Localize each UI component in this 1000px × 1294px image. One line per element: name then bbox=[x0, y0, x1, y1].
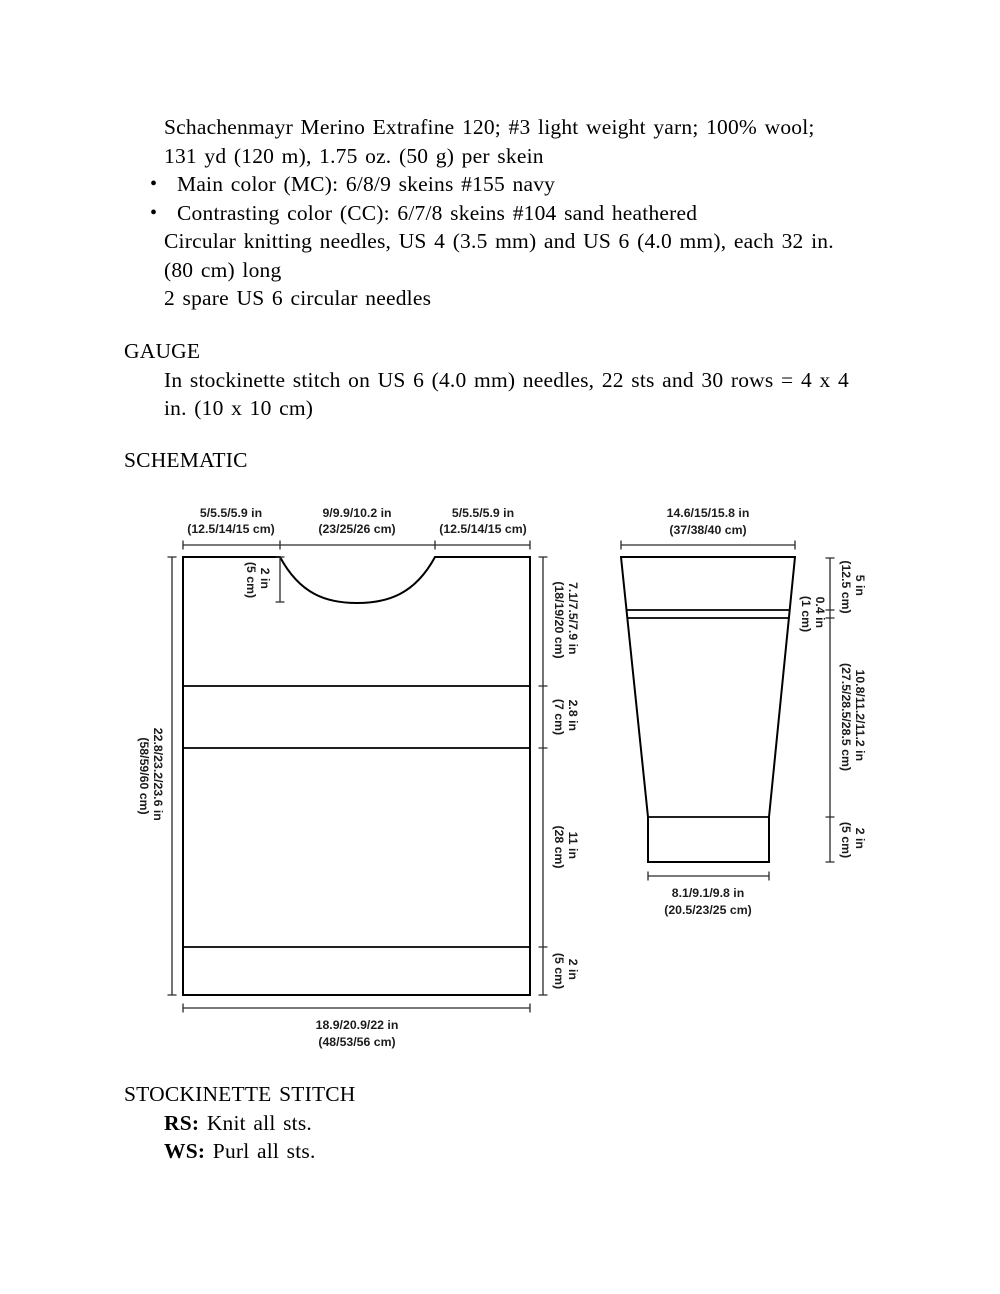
bottom-width-label-in: 18.9/20.9/22 in bbox=[315, 1018, 399, 1032]
body-bottom-dim-line bbox=[183, 1004, 530, 1013]
needles-line-1: Circular knitting needles, US 4 (3.5 mm) and US 6 (4.0 mm), each 32 in. bbox=[164, 229, 834, 253]
yarn-line-1: Schachenmayr Merino Extrafine 120; #3 light weight yarn; 100% wool; bbox=[164, 115, 815, 139]
rs-text: Knit all sts. bbox=[206, 1111, 312, 1135]
sleeve-band-label: 0.4 in (1 cm) bbox=[799, 595, 827, 633]
sleeve-cuff-depth-label: 2 in (5 cm) bbox=[839, 821, 867, 859]
sleeve-cap-label: 5 in (12.5 cm) bbox=[839, 560, 867, 614]
yoke-depth-label: 7.1/7.5/7.9 in (18/19/20 cm) bbox=[552, 581, 580, 659]
ws-label: WS: bbox=[164, 1139, 206, 1163]
bullet-icon: • bbox=[150, 202, 158, 224]
bullet-icon: • bbox=[150, 173, 158, 195]
gauge-heading: GAUGE bbox=[124, 339, 201, 363]
sleeve-cuff-width-label-in: 8.1/9.1/9.8 in bbox=[671, 886, 745, 900]
shoulder-left-label-in: 5/5.5/5.9 in bbox=[199, 506, 263, 520]
rs-label: RS: bbox=[164, 1111, 200, 1135]
sleeve-length-label: 10.8/11.2/11.2 in (27.5/28.5/28.5 cm) bbox=[839, 662, 867, 772]
gauge-line-1: In stockinette stitch on US 6 (4.0 mm) needles, 22 sts and 30 rows = 4 x 4 bbox=[164, 368, 849, 392]
total-height-label: 22.8/23.2/23.6 in (58/59/60 cm) bbox=[137, 727, 165, 821]
shoulder-right-label-cm: (12.5/14/15 cm) bbox=[439, 522, 527, 536]
sleeve-top-dim-line bbox=[621, 541, 795, 550]
yarn-line-2: 131 yd (120 m), 1.75 oz. (50 g) per skein bbox=[164, 144, 544, 168]
sleeve-cuff-width-label-cm: (20.5/23/25 cm) bbox=[664, 903, 752, 917]
gauge-line-2: in. (10 x 10 cm) bbox=[164, 396, 314, 420]
ws-line bbox=[164, 1138, 316, 1165]
sleeve-top-width-label-cm: (37/38/40 cm) bbox=[669, 523, 747, 537]
neck-depth-label: 2 in (5 cm) bbox=[244, 561, 272, 599]
bottom-width-label-cm: (48/53/56 cm) bbox=[318, 1035, 396, 1049]
main-color-line: Main color (MC): 6/8/9 skeins #155 navy bbox=[177, 172, 556, 196]
body-top-dim-line bbox=[183, 541, 530, 550]
sleeve-top-width-label-in: 14.6/15/15.8 in bbox=[666, 506, 750, 520]
neck-width-label-in: 9/9.9/10.2 in bbox=[322, 506, 392, 520]
sleeve-piece bbox=[621, 506, 867, 917]
neck-width-label-cm: (23/25/26 cm) bbox=[318, 522, 396, 536]
shoulder-right-label-in: 5/5.5/5.9 in bbox=[451, 506, 515, 520]
contrast-color-line: Contrasting color (CC): 6/7/8 skeins #104 sand heathered bbox=[177, 201, 698, 225]
stockinette-heading: STOCKINETTE STITCH bbox=[124, 1082, 356, 1106]
schematic-heading: SCHEMATIC bbox=[124, 448, 248, 472]
spare-needles-line: 2 spare US 6 circular needles bbox=[164, 286, 432, 310]
body-left-dim-line bbox=[168, 557, 177, 995]
body-right-dim-line bbox=[539, 557, 548, 995]
lower-side-label: 11 in (28 cm) bbox=[552, 825, 580, 869]
ws-text: Purl all sts. bbox=[212, 1139, 316, 1163]
sleeve-bottom-dim-line bbox=[648, 872, 769, 881]
upper-side-label: 2.8 in (7 cm) bbox=[552, 698, 580, 736]
body-outline bbox=[183, 557, 530, 995]
rs-line bbox=[164, 1110, 312, 1137]
hem-depth-label: 2 in (5 cm) bbox=[552, 952, 580, 990]
schematic-diagram bbox=[0, 490, 1000, 1060]
shoulder-left-label-cm: (12.5/14/15 cm) bbox=[187, 522, 275, 536]
body-piece bbox=[137, 506, 580, 1049]
needles-line-2: (80 cm) long bbox=[164, 258, 282, 282]
